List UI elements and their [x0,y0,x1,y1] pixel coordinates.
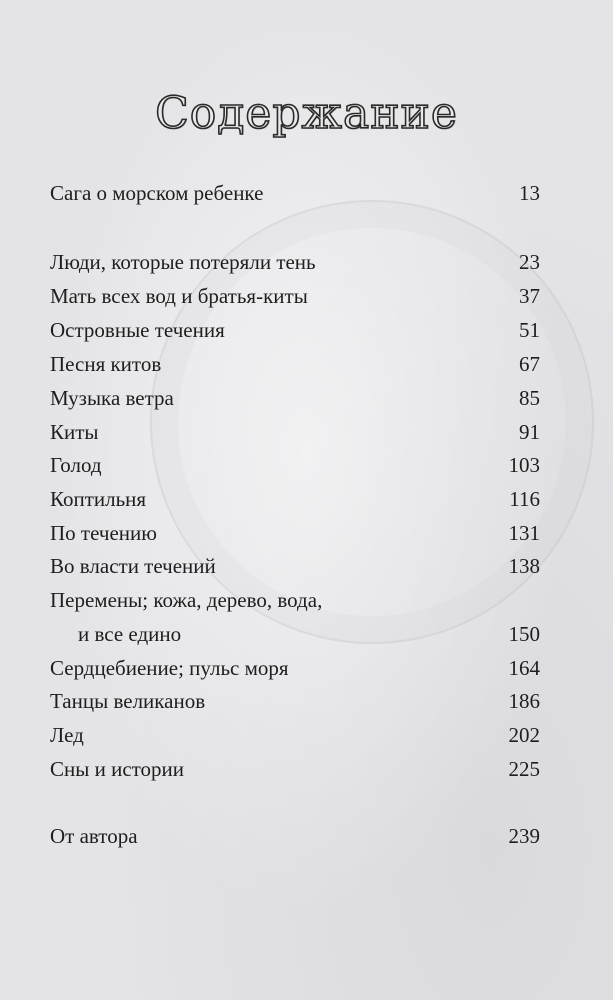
toc-entry-page: 150 [508,622,540,646]
toc-entry [50,618,540,650]
toc-entry-title: Сны и истории [50,757,185,781]
toc-entry-title: Перемены; кожа, дерево, вода, [50,588,323,612]
toc-entry-page: 103 [508,453,540,477]
toc-entry-page: 13 [519,181,540,205]
toc-entry-page: 164 [508,656,540,680]
toc-entry [50,449,540,481]
toc-entry-title: Лед [50,723,84,747]
toc-entry-page: 37 [519,284,540,308]
toc-entry-title: Танцы великанов [50,689,206,713]
toc-entry-page: 202 [508,723,540,747]
toc-entry [50,652,540,684]
toc-entry [50,348,540,380]
toc-entry-title: Коптильня [50,487,147,511]
toc-entry [50,820,540,852]
toc-entry-page: 131 [508,521,540,545]
toc-entry-page: 116 [509,487,540,511]
page-title: Содержание [155,88,458,139]
toc-entry-title: Музыка ветра [50,386,174,410]
toc-entry-page: 67 [519,352,540,376]
toc-entry [50,382,540,414]
toc-entry-page: 23 [519,250,540,274]
toc-entry-page: 138 [508,554,540,578]
toc-entry-page: 239 [508,824,540,848]
toc-entry-title: Люди, которые потеряли тень [50,250,316,274]
toc-entry-page: 186 [508,689,540,713]
toc-entry-page: 91 [519,420,540,444]
toc-entry-title: Сага о морском ребенке [50,181,264,205]
toc-entry-title: По течению [50,521,157,545]
toc-entry [50,314,540,346]
toc-entry [50,517,540,549]
toc-entry-title: Голод [50,453,102,477]
toc-entry [50,280,540,312]
toc-entry-page: 51 [519,318,540,342]
toc-entry [50,177,540,209]
toc-entry-page: 85 [519,386,540,410]
toc-entry-title: Киты [50,420,99,444]
toc-entry-title: Островные течения [50,318,225,342]
toc-entry [50,416,540,448]
toc-entry [50,584,540,616]
toc-entry-title: От автора [50,824,138,848]
toc-entry [50,685,540,717]
toc-entry [50,719,540,751]
toc-entry-title: Сердцебиение; пульс моря [50,656,289,680]
toc-entry-title: Во власти течений [50,554,216,578]
toc-entry [50,246,540,278]
toc-entry [50,753,540,785]
toc-entry-title: Песня китов [50,352,162,376]
toc-entry [50,550,540,582]
toc-entry-page: 225 [508,757,540,781]
toc-entry [50,483,540,515]
toc-entry-title: Мать всех вод и братья-киты [50,284,308,308]
toc-entry-title: и все едино [78,622,182,646]
